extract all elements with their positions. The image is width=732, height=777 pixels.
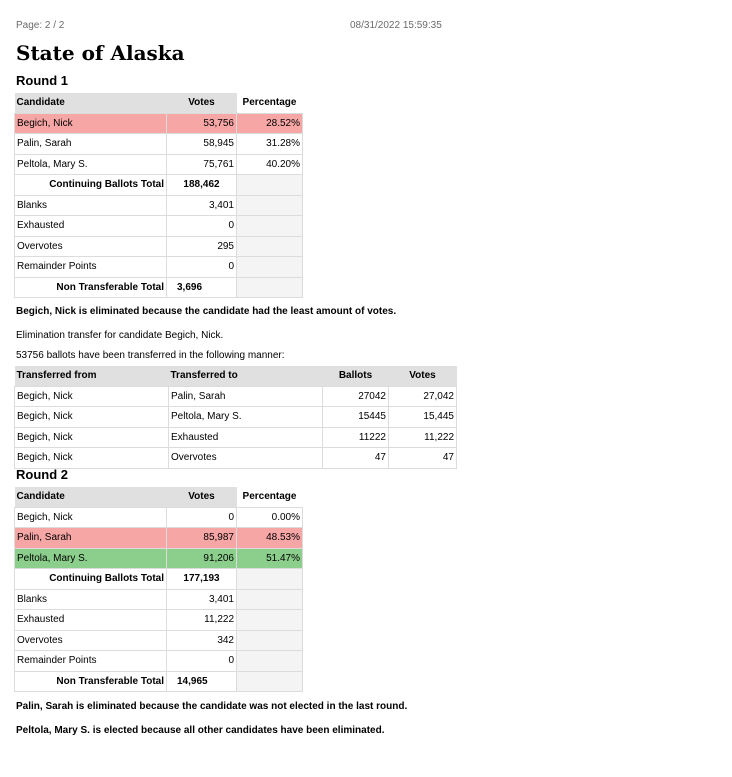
round-1-label: Round 1 bbox=[16, 73, 68, 88]
blanks-label: Blanks bbox=[15, 589, 167, 610]
transferred-to: Exhausted bbox=[169, 427, 323, 448]
transferred-from: Begich, Nick bbox=[15, 407, 169, 428]
continuing-total-label: Continuing Ballots Total bbox=[15, 175, 167, 196]
candidate-percentage: 40.20% bbox=[237, 154, 303, 175]
table-row bbox=[15, 134, 303, 155]
transferred-to: Palin, Sarah bbox=[169, 386, 323, 407]
remainder-row bbox=[15, 651, 303, 672]
final-elimination-message: Palin, Sarah is eliminated because the candidate was not elected in the last round. bbox=[16, 701, 408, 712]
overvotes-label: Overvotes bbox=[15, 236, 167, 257]
transferred-to: Peltola, Mary S. bbox=[169, 407, 323, 428]
column-header-percentage: Percentage bbox=[237, 487, 303, 507]
overvotes-value: 295 bbox=[167, 236, 237, 257]
transfer-ballots: 47 bbox=[323, 448, 389, 469]
column-header-votes: Votes bbox=[167, 93, 237, 113]
transfer-message: Elimination transfer for candidate Begich, Nick. bbox=[16, 330, 224, 341]
nontransferable-total-value: 14,965 bbox=[167, 671, 237, 692]
nontransferable-total-label: Non Transferable Total bbox=[15, 671, 167, 692]
column-header-candidate: Candidate bbox=[15, 487, 167, 507]
round-1-table bbox=[14, 93, 303, 298]
transfer-votes: 11,222 bbox=[389, 427, 457, 448]
round-2-table bbox=[14, 487, 303, 692]
overvotes-label: Overvotes bbox=[15, 630, 167, 651]
exhausted-row bbox=[15, 216, 303, 237]
transferred-from: Begich, Nick bbox=[15, 386, 169, 407]
candidate-percentage: 28.52% bbox=[237, 113, 303, 134]
transfer-votes: 15,445 bbox=[389, 407, 457, 428]
column-header-transferred-from: Transferred from bbox=[15, 366, 169, 386]
continuing-total-value: 188,462 bbox=[167, 175, 237, 196]
report-title: State of Alaska bbox=[16, 41, 185, 65]
column-header-transferred-to: Transferred to bbox=[169, 366, 323, 386]
candidate-percentage: 51.47% bbox=[237, 548, 303, 569]
candidate-votes: 58,945 bbox=[167, 134, 237, 155]
overvotes-value: 342 bbox=[167, 630, 237, 651]
blanks-label: Blanks bbox=[15, 195, 167, 216]
blanks-value: 3,401 bbox=[167, 195, 237, 216]
elimination-message: Begich, Nick is eliminated because the candidate had the least amount of votes. bbox=[16, 306, 397, 317]
remainder-label: Remainder Points bbox=[15, 651, 167, 672]
transfer-ballots: 11222 bbox=[323, 427, 389, 448]
nontransferable-total-label: Non Transferable Total bbox=[15, 277, 167, 298]
column-header-percentage: Percentage bbox=[237, 93, 303, 113]
transfer-detail: 53756 ballots have been transferred in the following manner: bbox=[16, 350, 285, 361]
candidate-name: Palin, Sarah bbox=[15, 134, 167, 155]
transferred-from: Begich, Nick bbox=[15, 427, 169, 448]
nontransferable-total-row bbox=[15, 277, 303, 298]
blanks-row bbox=[15, 195, 303, 216]
round-2-label: Round 2 bbox=[16, 467, 68, 482]
remainder-value: 0 bbox=[167, 257, 237, 278]
continuing-total-label: Continuing Ballots Total bbox=[15, 569, 167, 590]
remainder-label: Remainder Points bbox=[15, 257, 167, 278]
column-header-votes: Votes bbox=[167, 487, 237, 507]
candidate-name: Peltola, Mary S. bbox=[15, 154, 167, 175]
candidate-name: Begich, Nick bbox=[15, 113, 167, 134]
overvotes-row bbox=[15, 630, 303, 651]
candidate-percentage: 0.00% bbox=[237, 507, 303, 528]
page-number: Page: 2 / 2 bbox=[16, 20, 65, 31]
nontransferable-total-value: 3,696 bbox=[167, 277, 237, 298]
transfer-table bbox=[14, 366, 457, 469]
exhausted-value: 11,222 bbox=[167, 610, 237, 631]
exhausted-value: 0 bbox=[167, 216, 237, 237]
table-row bbox=[15, 154, 303, 175]
column-header-candidate: Candidate bbox=[15, 93, 167, 113]
remainder-row bbox=[15, 257, 303, 278]
report-timestamp: 08/31/2022 15:59:35 bbox=[350, 20, 442, 31]
transfer-ballots: 27042 bbox=[323, 386, 389, 407]
transfer-ballots: 15445 bbox=[323, 407, 389, 428]
candidate-votes: 75,761 bbox=[167, 154, 237, 175]
blanks-row bbox=[15, 589, 303, 610]
nontransferable-total-row bbox=[15, 671, 303, 692]
overvotes-row bbox=[15, 236, 303, 257]
blanks-value: 3,401 bbox=[167, 589, 237, 610]
candidate-name: Begich, Nick bbox=[15, 507, 167, 528]
candidate-votes: 53,756 bbox=[167, 113, 237, 134]
table-row bbox=[15, 507, 303, 528]
exhausted-row bbox=[15, 610, 303, 631]
column-header-ballots: Ballots bbox=[323, 366, 389, 386]
table-row bbox=[15, 113, 303, 134]
transferred-to: Overvotes bbox=[169, 448, 323, 469]
candidate-votes: 0 bbox=[167, 507, 237, 528]
table-row bbox=[15, 548, 303, 569]
candidate-votes: 85,987 bbox=[167, 528, 237, 549]
transfer-votes: 27,042 bbox=[389, 386, 457, 407]
candidate-votes: 91,206 bbox=[167, 548, 237, 569]
continuing-total-row bbox=[15, 175, 303, 196]
elected-message: Peltola, Mary S. is elected because all other candidates have been eliminated. bbox=[16, 725, 385, 736]
candidate-name: Palin, Sarah bbox=[15, 528, 167, 549]
continuing-total-value: 177,193 bbox=[167, 569, 237, 590]
table-row bbox=[15, 386, 457, 407]
exhausted-label: Exhausted bbox=[15, 216, 167, 237]
candidate-percentage: 31.28% bbox=[237, 134, 303, 155]
table-row bbox=[15, 448, 457, 469]
table-row bbox=[15, 528, 303, 549]
exhausted-label: Exhausted bbox=[15, 610, 167, 631]
remainder-value: 0 bbox=[167, 651, 237, 672]
table-row bbox=[15, 427, 457, 448]
candidate-percentage: 48.53% bbox=[237, 528, 303, 549]
transfer-votes: 47 bbox=[389, 448, 457, 469]
candidate-name: Peltola, Mary S. bbox=[15, 548, 167, 569]
continuing-total-row bbox=[15, 569, 303, 590]
transferred-from: Begich, Nick bbox=[15, 448, 169, 469]
column-header-votes: Votes bbox=[389, 366, 457, 386]
table-row bbox=[15, 407, 457, 428]
